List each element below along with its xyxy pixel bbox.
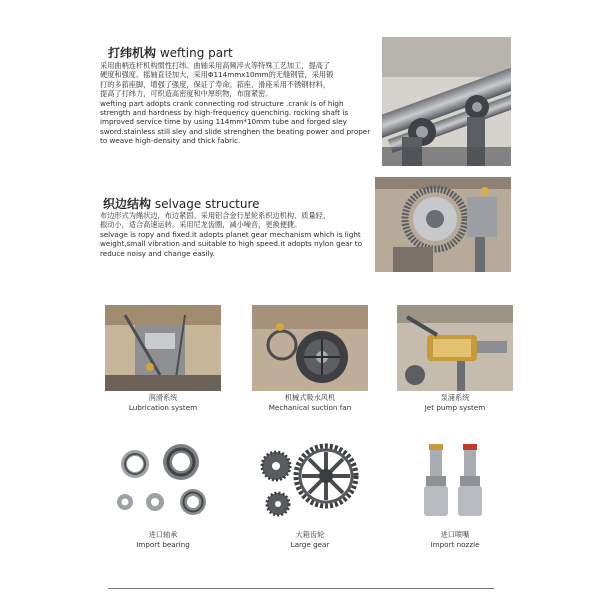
- weft-line-zh-2: 硬度和强度。摇轴直径加大，采用Φ114mmx10mm的无缝钢管，采用锻: [100, 70, 334, 80]
- weft-line-en-2: strength and hardness by high-frequency quenching. rocking shaft is: [100, 108, 349, 118]
- caption-zh: 进口喷嘴: [440, 530, 470, 539]
- selvage-paragraph: [100, 211, 372, 258]
- footer-rule: [108, 588, 494, 589]
- caption-zh: 大箱齿轮: [295, 530, 325, 539]
- selvage-title-zh: 织边结构: [103, 197, 152, 211]
- caption-en: Large gear: [290, 540, 330, 549]
- selvage-line-en-2: weight,small vibration and suitable to high speed.it adopts nylon gear to: [100, 239, 362, 249]
- gallery-caption-2: [245, 393, 375, 412]
- gallery-caption-3: [390, 393, 520, 412]
- weft-title: [108, 44, 233, 61]
- caption-zh: 泵浦系统: [440, 393, 470, 402]
- weft-line-en-1: wefting part adopts crank connecting rod structure .crank is of high: [100, 98, 344, 108]
- caption-en: Import nozzle: [430, 540, 480, 549]
- gear-photo: [252, 436, 367, 527]
- caption-en: Jet pump system: [424, 403, 486, 412]
- weft-line-en-4: sword.stainless still sley and slide strenghen the beating power and proper: [100, 126, 371, 136]
- selvage-line-zh-1: 布边形式为绳状边，布边紧固。采用铝合金行星轮系织边机构、质量轻、: [100, 211, 331, 220]
- caption-en: Import bearing: [136, 540, 190, 549]
- caption-zh: 进口轴承: [148, 530, 178, 539]
- weft-line-zh-4: 提高了打纬力，可织造高密度和中厚织物，布面紧密。: [100, 89, 273, 99]
- gallery-caption-5: [245, 530, 375, 549]
- caption-en: Mechanical suction fan: [268, 403, 352, 412]
- gallery-caption-1: [98, 393, 228, 412]
- gallery-caption-4: [98, 530, 228, 549]
- weft-line-en-5: to weave high-density and thick fabric.: [100, 136, 241, 146]
- gallery-caption-6: [390, 530, 520, 549]
- lubrication-photo: [105, 305, 221, 391]
- weft-photo: [382, 37, 511, 166]
- weft-line-en-3: improved service time by using 114mm*10mm tube and forged sley: [100, 117, 347, 127]
- caption-en: Lubrication system: [128, 403, 198, 412]
- nozzle-photo: [397, 436, 512, 527]
- weft-title-zh: 打纬机构: [108, 46, 157, 60]
- weft-line-zh-1: 采用曲柄连杆机构惯性打纬。曲轴采用高频淬火等特殊工艺加工，提高了: [100, 61, 331, 70]
- caption-zh: 机械式吸水风机: [284, 393, 336, 402]
- selvage-line-zh-2: 振动小，适合高速运转。采用尼龙齿圈，减小噪音，更换便捷。: [100, 220, 302, 230]
- weft-paragraph: [100, 61, 378, 146]
- suction-fan-photo: [252, 305, 368, 391]
- weft-line-zh-3: 打的多筘座脚，增强了强度，保证了寿命。筘座、滑座采用不锈钢材料，: [100, 79, 331, 89]
- selvage-line-en-1: selvage is ropy and fixed.it adopts planet gear mechanism which is light: [100, 229, 361, 239]
- selvage-title-en: selvage structure: [154, 197, 260, 211]
- caption-zh: 润滑系统: [148, 393, 178, 402]
- selvage-photo: [375, 177, 511, 272]
- selvage-line-en-3: reduce noisy and change easily.: [100, 248, 215, 258]
- jet-pump-photo: [397, 305, 513, 391]
- bearing-photo: [105, 436, 220, 527]
- selvage-title: [103, 195, 260, 212]
- weft-title-en: wefting part: [159, 46, 233, 60]
